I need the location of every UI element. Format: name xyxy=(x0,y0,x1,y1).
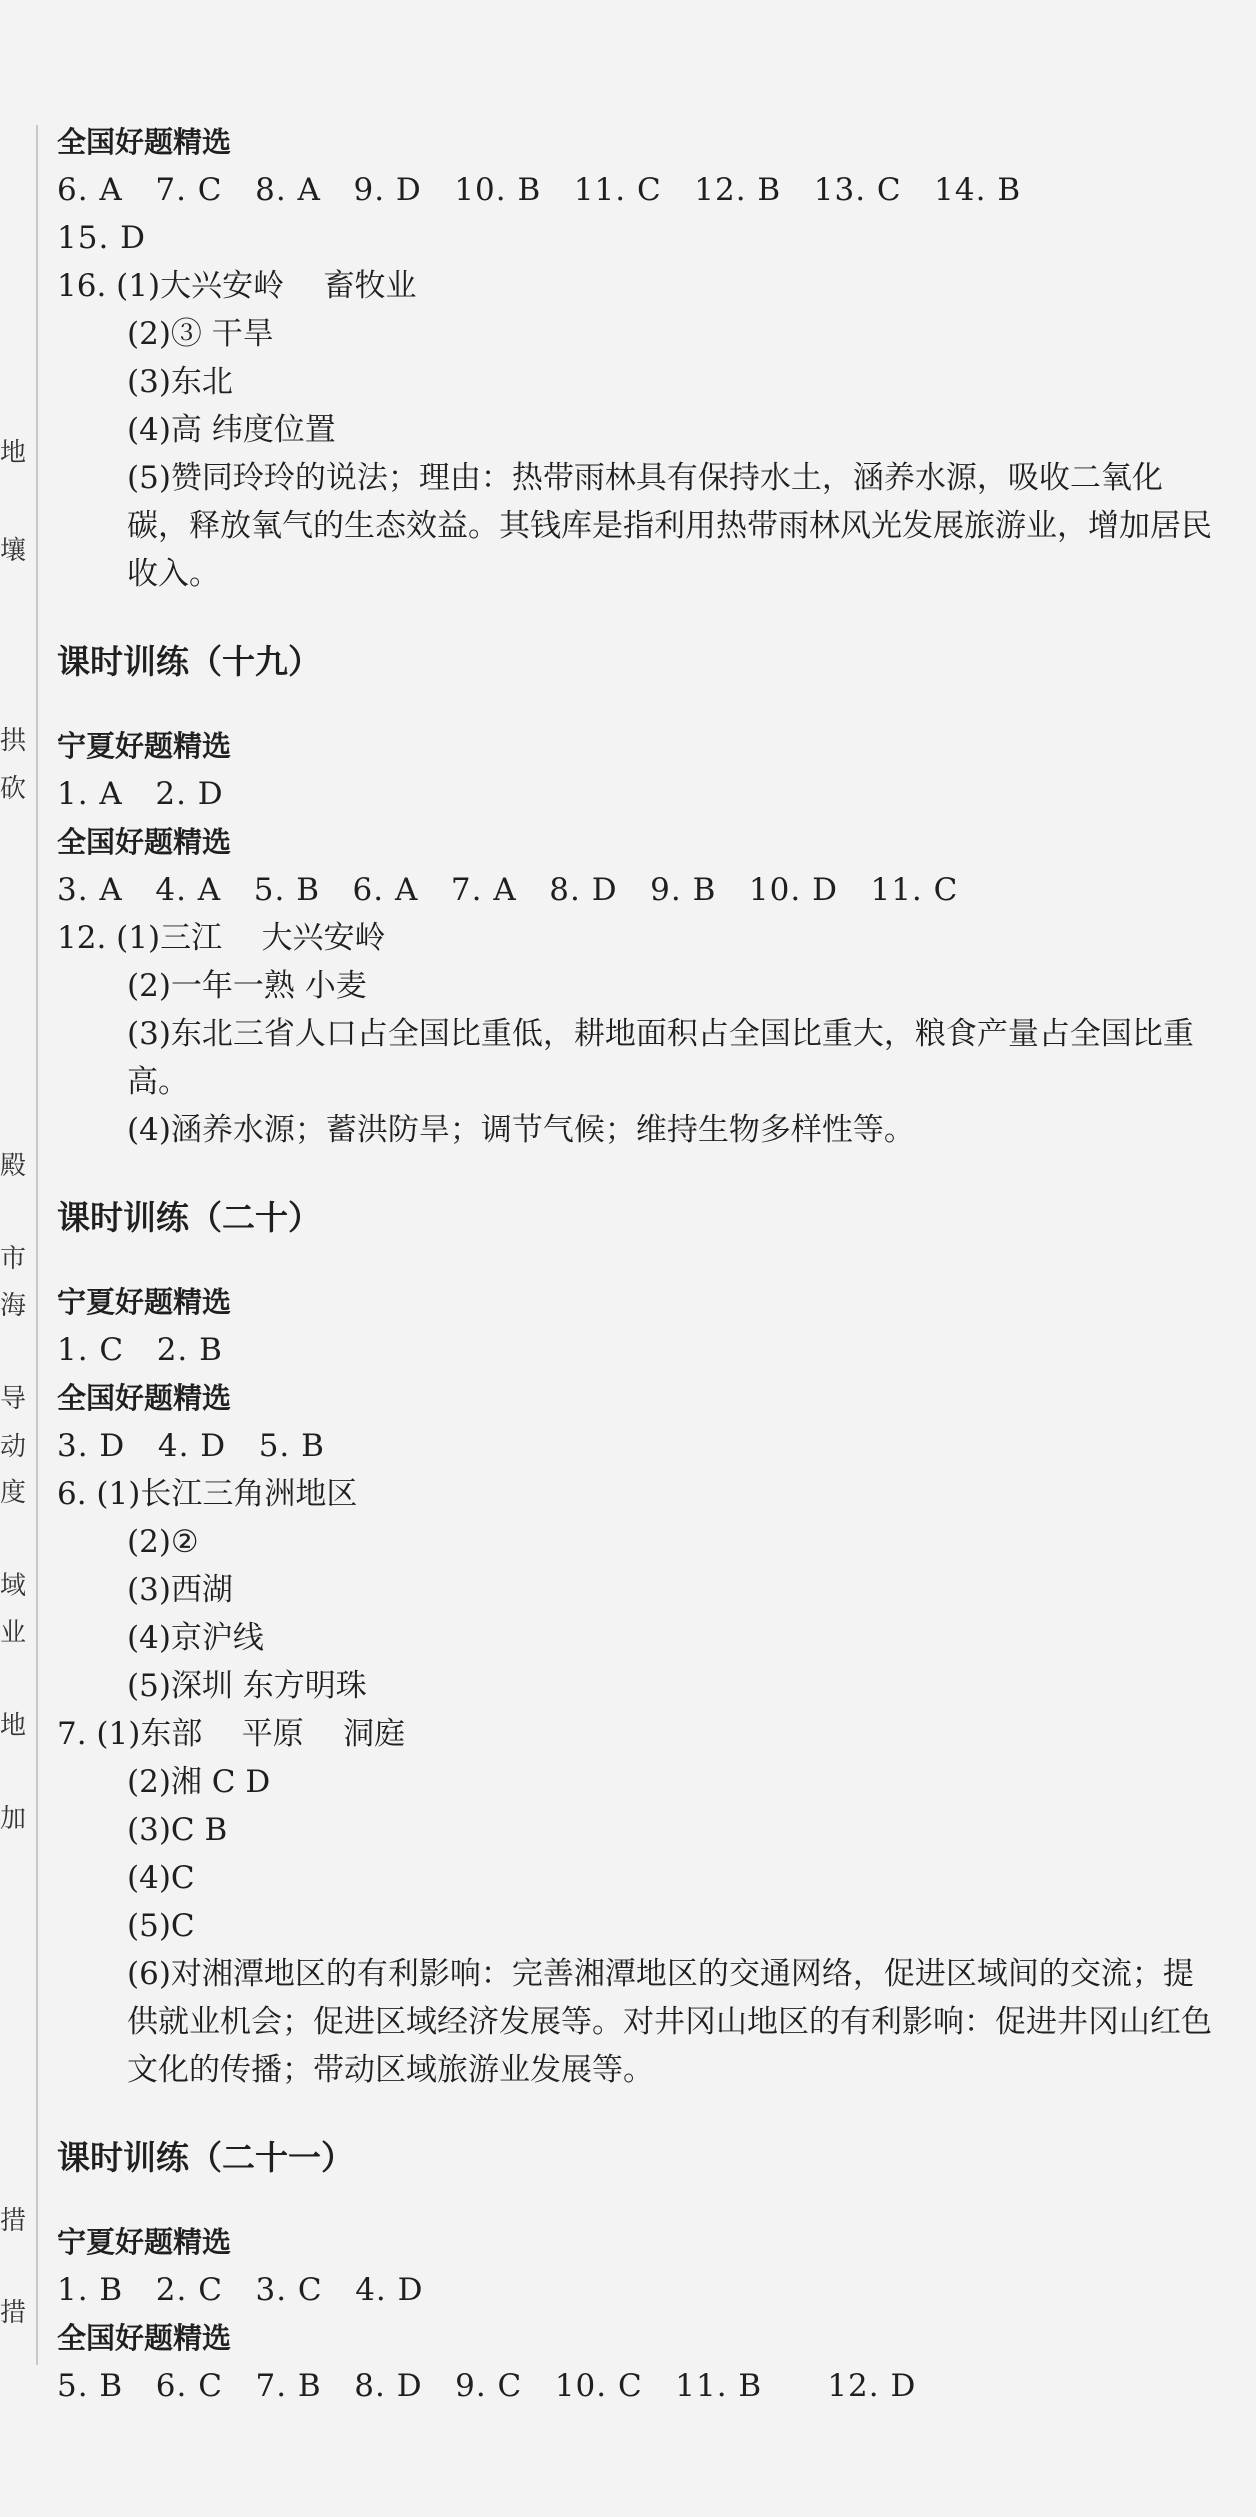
left-margin-clipped-text xyxy=(0,0,27,2517)
margin-glyph: 域 xyxy=(0,1571,27,1601)
question-16-part-4: (4)高 纬度位置 xyxy=(127,412,336,448)
subheading-ningxia: 宁夏好题精选 xyxy=(57,1285,232,1319)
margin-glyph: 殿 xyxy=(0,1151,27,1181)
question-7-part-6: (6)对湘潭地区的有利影响：完善湘潭地区的交通网络，促进区域间的交流；提供就业机会；促进区域经济发展等。对井冈山地区的有利影响：促进井冈山红色文化的传播；带动区域旅游业发展等。 xyxy=(127,1956,1212,2088)
margin-glyph: 拱 xyxy=(0,726,27,756)
subheading-national: 全国好题精选 xyxy=(57,125,232,159)
question-16-part-2: (2)③ 干旱 xyxy=(127,316,274,352)
question-7-part-1: 7. (1)东部 平原 洞庭 xyxy=(57,1716,406,1752)
answer-row: 3. D 4. D 5. B xyxy=(57,1428,325,1464)
question-6-part-4: (4)京沪线 xyxy=(127,1620,264,1656)
section-title-20: 课时训练（二十） xyxy=(57,1198,321,1237)
gutter-divider xyxy=(36,125,38,2365)
margin-glyph: 砍 xyxy=(0,774,27,804)
margin-glyph: 地 xyxy=(0,1711,27,1741)
question-7-part-3: (3)C B xyxy=(127,1812,228,1848)
question-6-part-5: (5)深圳 东方明珠 xyxy=(127,1668,367,1704)
question-16-part-1: 16. (1)大兴安岭 畜牧业 xyxy=(57,268,417,304)
subheading-national: 全国好题精选 xyxy=(57,1381,232,1415)
question-16-part-5: (5)赞同玲玲的说法；理由：热带雨林具有保持水土，涵养水源，吸收二氧化碳，释放氧气的生态效益。其钱库是指利用热带雨林风光发展旅游业，增加居民收入。 xyxy=(127,460,1212,592)
answer-key-content xyxy=(57,118,1217,2410)
margin-glyph: 措 xyxy=(0,2206,27,2236)
answer-row: 1. B 2. C 3. C 4. D xyxy=(57,2272,424,2308)
margin-glyph: 动 xyxy=(0,1432,27,1462)
question-12-part-1: 12. (1)三江 大兴安岭 xyxy=(57,920,386,956)
question-16-part-3: (3)东北 xyxy=(127,364,233,400)
answer-row: 5. B 6. C 7. B 8. D 9. C 10. C 11. B 12. D xyxy=(57,2368,917,2404)
answer-row: 1. A 2. D xyxy=(57,776,224,812)
margin-glyph: 市 xyxy=(0,1244,27,1274)
question-6-part-2: (2)② xyxy=(127,1524,199,1560)
question-12-part-2: (2)一年一熟 小麦 xyxy=(127,968,367,1004)
subheading-national: 全国好题精选 xyxy=(57,825,232,859)
margin-glyph: 加 xyxy=(0,1804,27,1834)
question-12-part-4: (4)涵养水源；蓄洪防旱；调节气候；维持生物多样性等。 xyxy=(127,1112,915,1148)
margin-glyph: 地 xyxy=(0,438,27,468)
section-title-21: 课时训练（二十一） xyxy=(57,2138,354,2177)
subheading-ningxia: 宁夏好题精选 xyxy=(57,2225,232,2259)
question-7-part-2: (2)湘 C D xyxy=(127,1764,271,1800)
question-7-part-4: (4)C xyxy=(127,1860,195,1896)
subheading-ningxia: 宁夏好题精选 xyxy=(57,729,232,763)
question-12-part-3: (3)东北三省人口占全国比重低，耕地面积占全国比重大，粮食产量占全国比重高。 xyxy=(127,1016,1194,1100)
margin-glyph: 措 xyxy=(0,2298,27,2328)
answer-row: 3. A 4. A 5. B 6. A 7. A 8. D 9. B 10. D 11. C xyxy=(57,872,959,908)
margin-glyph: 业 xyxy=(0,1618,27,1648)
answer-row: 6. A 7. C 8. A 9. D 10. B 11. C 12. B 13. C 14. B xyxy=(57,172,1022,208)
subheading-national: 全国好题精选 xyxy=(57,2321,232,2355)
question-6-part-1: 6. (1)长江三角洲地区 xyxy=(57,1476,358,1512)
question-7-part-5: (5)C xyxy=(127,1908,195,1944)
answer-row: 15. D xyxy=(57,220,147,256)
answer-row: 1. C 2. B xyxy=(57,1332,223,1368)
question-6-part-3: (3)西湖 xyxy=(127,1572,233,1608)
margin-glyph: 导 xyxy=(0,1384,27,1414)
section-title-19: 课时训练（十九） xyxy=(57,642,321,681)
margin-glyph: 度 xyxy=(0,1478,27,1508)
margin-glyph: 海 xyxy=(0,1291,27,1321)
margin-glyph: 壤 xyxy=(0,536,27,566)
